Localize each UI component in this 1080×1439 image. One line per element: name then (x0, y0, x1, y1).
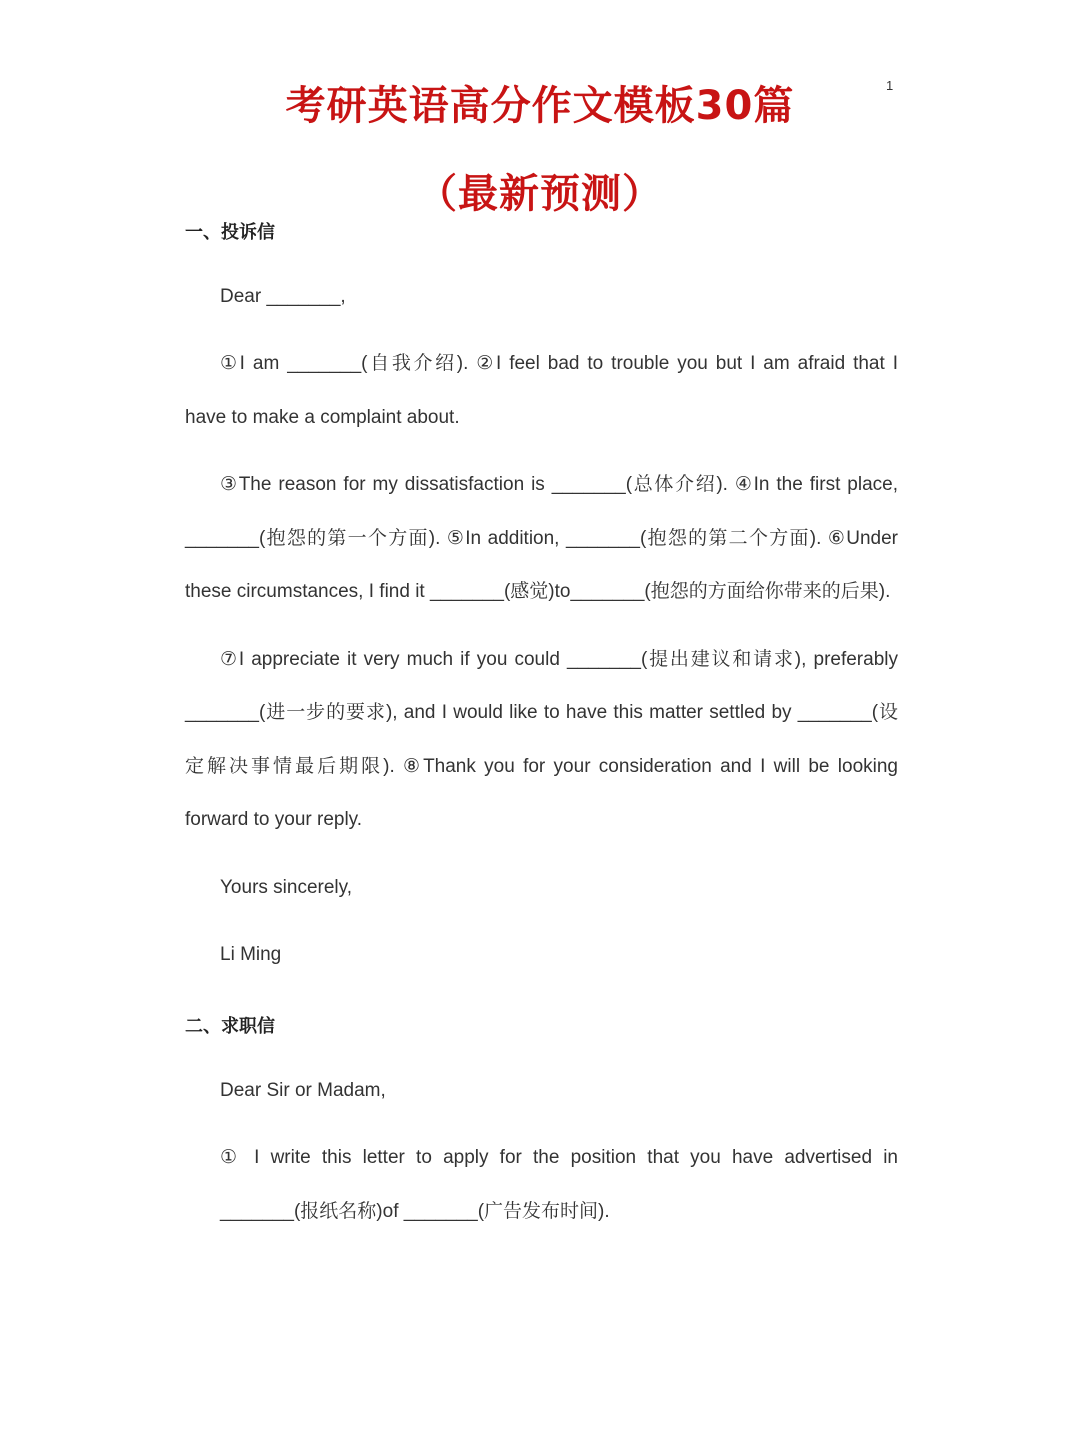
paragraph-line: ①I am _______(自我介绍). ②I feel bad to trouble you but I am afraid that I (220, 353, 898, 374)
paragraph-line: _______(抱怨的第一个方面). ⑤In addition, _______(抱怨的第二个方面). ⑥Under (185, 528, 898, 549)
paragraph-line: 定解决事情最后期限). ⑧Thank you for your consideration and I will be looking (185, 756, 898, 777)
letter-greeting: Dear Sir or Madam, (220, 1080, 386, 1101)
paragraph-line: _______(进一步的要求), and I would like to have this matter settled by _______(设 (185, 702, 898, 723)
letter-closing: Yours sincerely, (220, 877, 353, 898)
paragraph-line: these circumstances, I find it _______(感觉)to_______(抱怨的方面给你带来的后果). (185, 581, 891, 602)
paragraph-line: have to make a complaint about. (185, 407, 460, 428)
paragraph-line: ⑦I appreciate it very much if you could _______(提出建议和请求), preferably (220, 649, 898, 670)
paragraph-line: _______(报纸名称)of _______(广告发布时间). (220, 1201, 610, 1222)
page-subtitle: （最新预测） (417, 171, 663, 217)
paragraph-line: ③The reason for my dissatisfaction is _______(总体介绍). ④In the first place, (220, 474, 898, 495)
letter-greeting: Dear _______, (220, 286, 346, 307)
section-heading-complaint-letter: 一、投诉信 (185, 222, 275, 243)
section-heading-job-application-letter: 二、求职信 (185, 1016, 275, 1037)
paragraph-line: forward to your reply. (185, 809, 363, 830)
page-title: 考研英语高分作文模板30篇 (285, 83, 795, 129)
letter-signature: Li Ming (220, 944, 282, 965)
page-number: 1 (886, 78, 894, 93)
paragraph-line: ① I write this letter to apply for the position that you have advertised in (220, 1147, 898, 1168)
